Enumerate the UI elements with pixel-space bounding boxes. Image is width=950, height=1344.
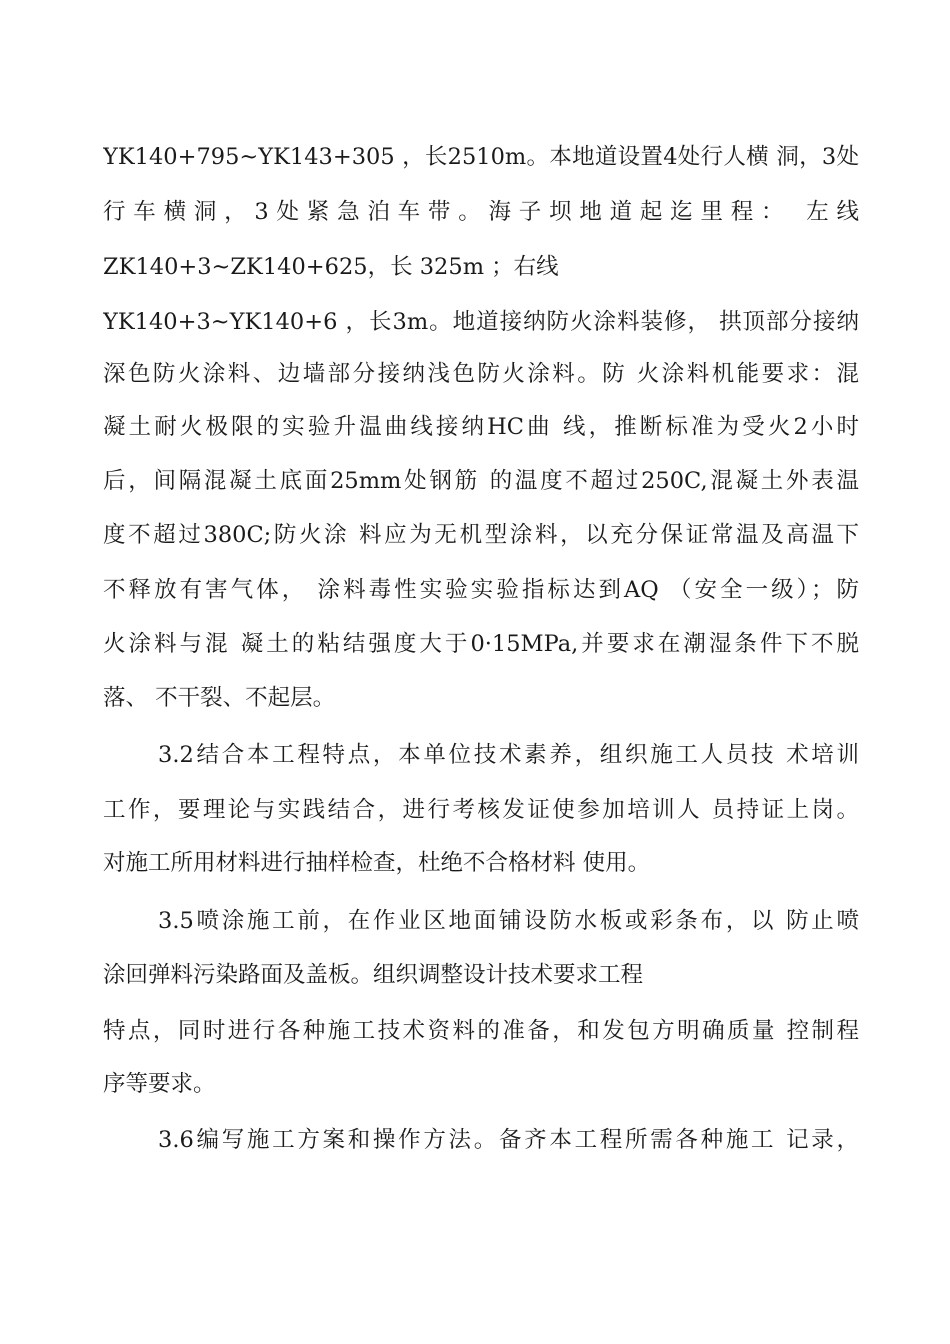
body-line-10: 火涂料与混 凝土的粘结强度大于0·15MPa,并要求在潮湿条件下不脱	[103, 631, 859, 657]
body-line-11: 落、 不干裂、不起层。	[103, 685, 336, 711]
paragraph-3-2-line-1: 3.2结合本工程特点，本单位技术素养，组织施工人员技 术培训	[158, 742, 859, 768]
body-line-6: 凝土耐火极限的实验升温曲线接纳HC曲 线，推断标准为受火2小时	[103, 414, 859, 440]
body-line-1: YK140+795~YK143+305 ，长2510m。本地道设置4处行人横 洞，3处	[103, 144, 859, 170]
paragraph-3-6-line-1: 3.6编写施工方案和操作方法。备齐本工程所需各种施工 记录，	[158, 1127, 859, 1153]
paragraph-3-5-line-4: 序等要求。	[103, 1071, 216, 1097]
body-line-5: 深色防火涂料、边墙部分接纳浅色防火涂料。防 火涂料机能要求：混	[103, 361, 859, 387]
paragraph-3-2-line-2: 工作，要理论与实践结合，进行考核发证使参加培训人 员持证上岗。	[103, 797, 859, 823]
paragraph-3-5-line-3: 特点，同时进行各种施工技术资料的准备，和发包方明确质量 控制程	[103, 1018, 859, 1044]
body-line-4: YK140+3~YK140+6 ，长3m。地道接纳防火涂料装修， 拱顶部分接纳	[103, 309, 859, 335]
body-line-9: 不释放有害气体， 涂料毒性实验实验指标达到AQ （安全一级）；防	[103, 577, 859, 603]
body-line-7: 后，间隔混凝土底面25mm处钢筋 的温度不超过250C,混凝土外表温	[103, 468, 859, 494]
paragraph-3-5-line-1: 3.5喷涂施工前，在作业区地面铺设防水板或彩条布，以 防止喷	[158, 908, 859, 934]
paragraph-3-5-line-2: 涂回弹料污染路面及盖板。组织调整设计技术要求工程	[103, 962, 644, 988]
body-line-2: 行车横洞，3处紧急泊车带。海子坝地道起迄里程： 左线	[103, 199, 859, 225]
paragraph-3-2-line-3: 对施工所用材料进行抽样检查，杜绝不合格材料 使用。	[103, 850, 651, 876]
body-line-3: ZK140+3~ZK140+625，长 325m ；右线	[103, 254, 559, 280]
body-line-8: 度不超过380C;防火涂 料应为无机型涂料，以充分保证常温及高温下	[103, 522, 859, 548]
